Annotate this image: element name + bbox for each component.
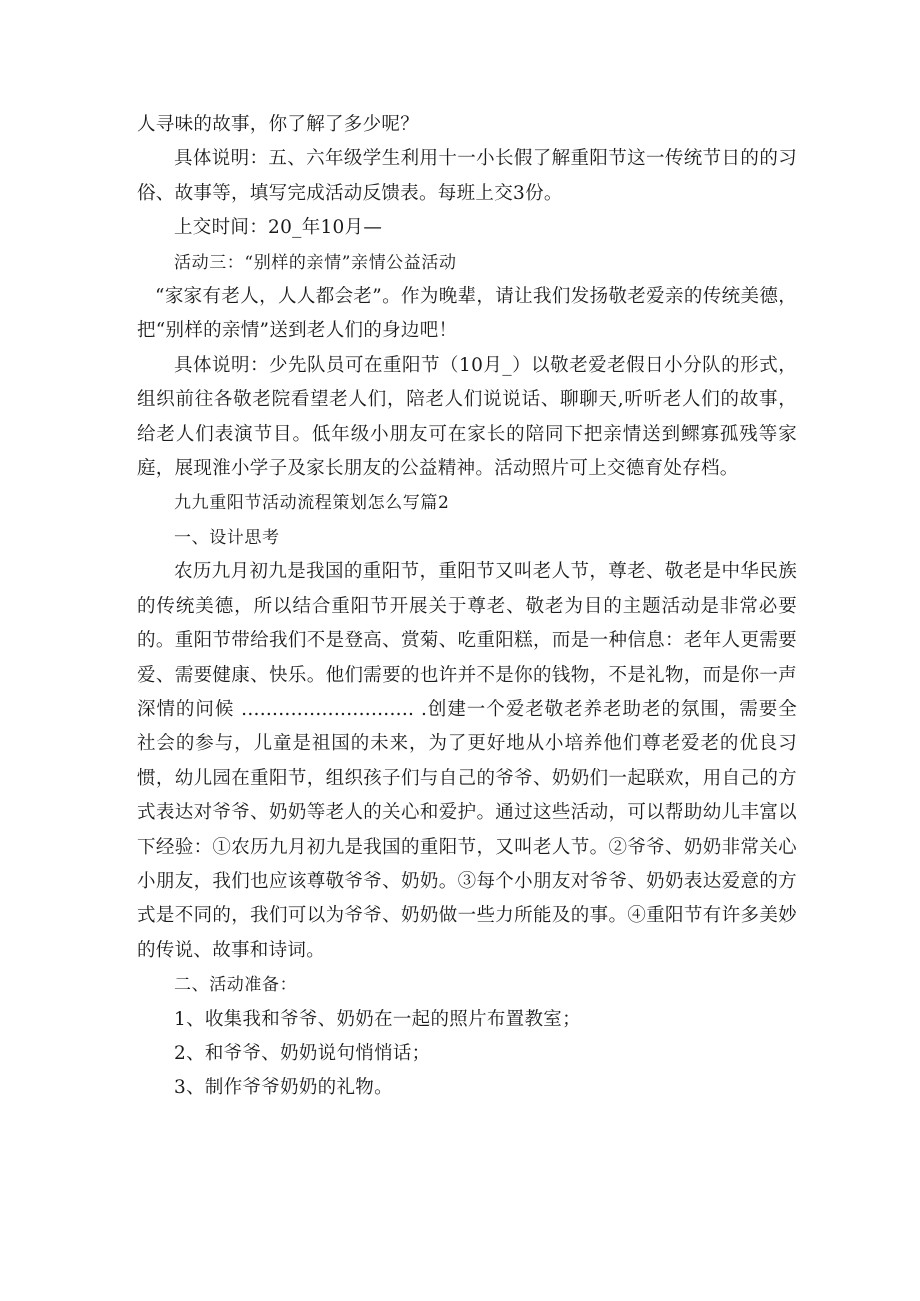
paragraph-design-body: 农历九月初九是我国的重阳节，重阳节又叫老人节，尊老、敬老是中华民族的传统美德，所以结合重阳节开展关于尊老、敬老为目的主题活动是非常必要的。重阳节带给我们不是登高、赏菊、吃重阳糕，而是一种信息：老年人更需要爱、需要健康、快乐。他们需要的也许并不是你的钱物，不是礼物，而是你一声深情的问候 ............................ .创建一个爱老敬老养老助老的氛围，需要全社会的参与，儿童是祖国的未来，为了更好地从小培养他们尊老爱老的优良习惯，幼儿园在重阳节，组织孩子们与自己的爷爷、奶奶们一起联欢，用自己的方式表达对爷爷、奶奶等老人的关心和爱护。通过这些活动，可以帮助幼儿丰富以下经验：①农历九月初九是我国的重阳节，又叫老人节。②爷爷、奶奶非常关心小朋友，我们也应该尊敬爷爷、奶奶。③每个小朋友对爷爷、奶奶表达爱意的方式是不同的，我们可以为爷爷、奶奶做一些力所能及的事。④重阳节有许多美妙的传说、故事和诗词。	[137, 561, 797, 961]
paragraph-submit-time: 上交时间：20_年10月—	[174, 217, 383, 239]
heading-activity-three: 活动三：“别样的亲情”亲情公益活动	[174, 252, 457, 273]
heading-design-thinking: 一、设计思考	[174, 527, 280, 548]
paragraph-continuation: 人寻味的故事，你了解了多少呢？	[137, 114, 420, 135]
paragraph-family-quote: “家家有老人，人人都会老”。作为晚辈，请让我们发扬敬老爱亲的传统美德，把“别样的亲情”送到老人们的身边吧！	[137, 286, 797, 342]
paragraph-grade-explanation: 具体说明：五、六年级学生利用十一小长假了解重阳节这一传统节日的的习俗、故事等，填写完成活动反馈表。每班上交3份。	[137, 148, 797, 204]
paragraph-volunteer-explanation: 具体说明：少先队员可在重阳节（10月_）以敬老爱老假日小分队的形式，组织前往各敬老院看望老人们，陪老人们说说话、聊聊天,听听老人们的故事，给老人们表演节目。低年级小朋友可在家长的陪同下把亲情送到鳏寡孤残等家庭，展现淮小学子及家长朋友的公益精神。活动照片可上交德育处存档。	[137, 354, 797, 480]
heading-preparation: 二、活动准备：	[174, 975, 298, 996]
list-item-prep-3: 3、制作爷爷奶奶的礼物。	[174, 1077, 393, 1099]
list-item-prep-2: 2、和爷爷、奶奶说句悄悄话；	[174, 1042, 431, 1064]
list-item-prep-1: 1、收集我和爷爷、奶奶在一起的照片布置教室；	[174, 1008, 581, 1030]
document-body	[137, 108, 797, 1106]
heading-article-two: 九九重阳节活动流程策划怎么写篇2	[174, 493, 450, 514]
